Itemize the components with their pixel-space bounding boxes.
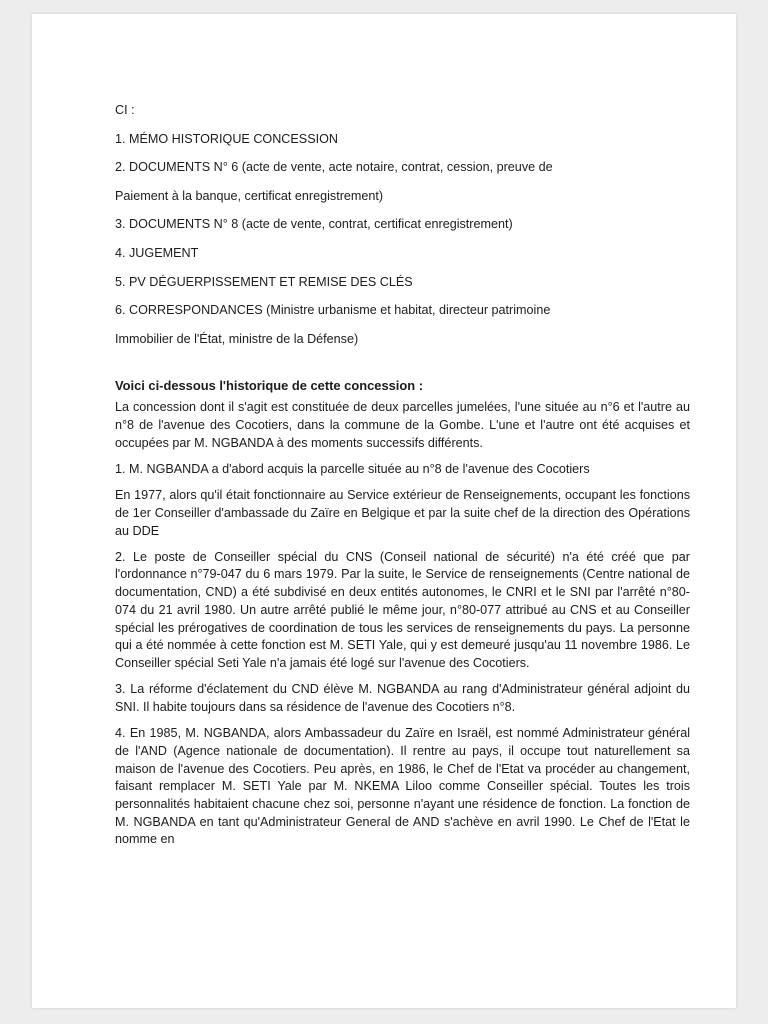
enclosure-line: 6. CORRESPONDANCES (Ministre urbanisme et habitat, directeur patrimoine: [115, 303, 551, 318]
history-paragraph: La concession dont il s'agit est constituée de deux parcelles jumelées, l'une située au n°6 et l'autre au n°8 de l'avenue des Cocotiers, dans la commune de la Gombe. L'une et l'autre ont été acquises et occupées par M. NGBANDA à des moments successifs différents.: [115, 400, 690, 450]
enclosure-item: [115, 296, 690, 353]
enclosure-line: 5. PV DÉGUERPISSEMENT ET REMISE DES CLÉS: [115, 274, 413, 289]
history-body: [115, 399, 690, 849]
enclosure-item: [115, 210, 690, 239]
history-paragraph: 2. Le poste de Conseiller spécial du CNS (Conseil national de sécurité) n'a été créé que par l'ordonnance n°79-047 du 6 mars 1979. Par la suite, le Service de renseignements (Centre national de documentation, CND) a été subdivisé en deux entités autonomes, le CNRI et le SNI par l'arrêté n°80-074 du 21 avril 1980. Un autre arrêté publié le même jour, n°80-077 attribué au CNS et au Conseiller spécial les prérogatives de coordination de tous les services de renseignements du pays. La personne qui a été nommée à cette fonction est M. SETI Yale, qui y est demeuré jusqu'au 11 novembre 1986. Le Conseiller spécial Seti Yale n'a jamais été logé sur l'avenue des Cocotiers.: [115, 549, 690, 670]
section-title: Voici ci-dessous l'historique de cette concession :: [115, 378, 423, 394]
history-paragraph: 4. En 1985, M. NGBANDA, alors Ambassadeur du Zaïre en Israël, est nommé Administrateur général de l'AND (Agence nationale de documentation). Il rentre au pays, il occupe tout naturellement sa maison de l'avenue des Cocotiers. Peu après, en 1986, le Chef de l'Etat va procéder au changement, faisant remplacer M. SETI Yale par M. NKEMA Liloo comme Conseiller spécial. Toutes les trois personnalités habitaient chacune chez soi, personne n'ayant une résidence de fonction. La fonction de M. NGBANDA en tant qu'Administrateur General de AND s'achève en avril 1990. Le Chef de l'Etat le nomme en: [115, 726, 690, 847]
cc-label: CI :: [115, 103, 135, 117]
enclosure-item: [115, 239, 690, 268]
history-paragraph: En 1977, alors qu'il était fonctionnaire au Service extérieur de Renseignements, occupant les fonctions de 1er Conseiller d'ambassade du Zaïre en Belgique et par la suite chef de la direction des Opérations au DDE: [115, 488, 690, 538]
enclosure-line: 4. JUGEMENT: [115, 245, 199, 260]
history-paragraph: 3. La réforme d'éclatement du CND élève M. NGBANDA au rang d'Administrateur général adjoint du SNI. Il habite toujours dans sa résidence de l'avenue des Cocotiers n°8.: [115, 682, 690, 714]
enclosure-item: [115, 125, 690, 154]
history-paragraph: 1. M. NGBANDA a d'abord acquis la parcelle située au n°8 de l'avenue des Cocotiers: [115, 461, 590, 476]
document-content: [115, 96, 690, 858]
enclosure-line: 2. DOCUMENTS N° 6 (acte de vente, acte notaire, contrat, cession, preuve de: [115, 160, 553, 175]
enclosure-line: 3. DOCUMENTS N° 8 (acte de vente, contrat, certificat enregistrement): [115, 217, 513, 232]
document-page: [32, 14, 736, 1008]
enclosure-list: [115, 125, 690, 354]
enclosure-line: Immobilier de l'État, ministre de la Défense): [115, 331, 359, 346]
enclosure-line: 1. MÉMO HISTORIQUE CONCESSION: [115, 131, 338, 146]
enclosure-line: Paiement à la banque, certificat enregistrement): [115, 188, 384, 203]
enclosure-item: [115, 268, 690, 297]
enclosure-item: [115, 153, 690, 210]
